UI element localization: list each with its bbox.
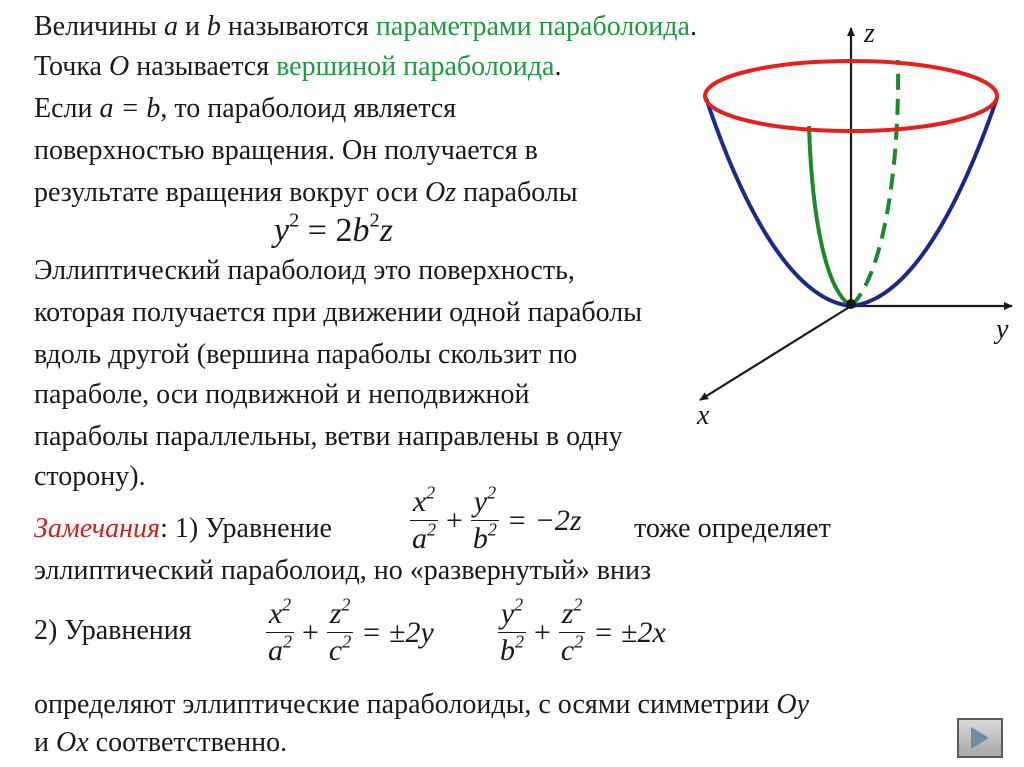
formula-rotation: $y^2 = 2b^2z$	[274, 209, 393, 249]
next-slide-button[interactable]	[957, 718, 1003, 758]
intro-line-5: результате вращения вокруг оси Oz параболы	[34, 177, 578, 208]
x-axis	[700, 306, 851, 400]
play-arrow-icon	[971, 727, 989, 749]
formula-remark-2b: $\frac{y^2}{b^2}$ + $\frac{z^2}{c^2}$ = ±2x	[500, 594, 666, 667]
term-parameters: параметрами параболоида	[375, 11, 690, 42]
moving-parabola	[809, 126, 851, 306]
definition-line: Эллиптический параболоид это поверхность,	[34, 255, 575, 286]
hidden-parabola	[851, 60, 898, 306]
formula-remark-2a: $\frac{x^2}{a^2}$ + $\frac{z^2}{c^2}$ = ±2y	[268, 594, 434, 667]
definition-line: параболы параллельны, ветви направлены в одну	[34, 421, 623, 452]
conclusion-line-2: и Ox соответственно.	[34, 727, 288, 758]
vertex-point	[846, 299, 856, 309]
definition-line: которая получается при движении одной параболы	[34, 297, 643, 328]
remarks-label: Замечания	[34, 513, 161, 544]
axis-label-y: y	[996, 314, 1009, 345]
remark-1-tail: тоже определяет	[634, 513, 831, 544]
conclusion-line-1: определяют эллиптические параболоиды, с осями симметрии Oy	[34, 689, 809, 720]
fraction: $\frac{y^2}{b^2}$	[500, 594, 524, 667]
paraboloid-figure	[690, 0, 1024, 440]
intro-line-2: Точка O называется вершиной параболоида.	[34, 51, 562, 82]
definition-line: вдоль другой (вершина параболы скользит по	[34, 339, 578, 370]
remark-1-line-1: Замечания: 1) Уравнение	[34, 513, 332, 544]
fraction: $\frac{z^2}{c^2}$	[328, 594, 352, 667]
fraction: $\frac{z^2}{c^2}$	[560, 594, 584, 667]
term-vertex: вершиной параболоида	[276, 51, 555, 82]
axis-label-z: z	[864, 18, 875, 49]
remark-2-label: 2) Уравнения	[34, 615, 192, 646]
definition-line: сторону).	[34, 461, 146, 492]
remark-1-line-2: эллиптический параболоид, но «развернутый» вниз	[34, 555, 651, 586]
intro-line-3: Если a = b, то параболоид является	[34, 93, 457, 124]
formula-remark-1: $\frac{x^2}{a^2}$ + $\frac{y^2}{b^2}$ = −2z	[412, 482, 582, 555]
fraction: $\frac{y^2}{b^2}$	[472, 482, 497, 555]
intro-line-4: поверхностью вращения. Он получается в	[34, 135, 538, 166]
fraction: $\frac{x^2}{a^2}$	[412, 482, 436, 555]
definition-line: параболе, оси подвижной и неподвижной	[34, 379, 530, 410]
axis-label-x: x	[697, 400, 710, 431]
intro-line-1: Величины a и b называются параметрами параболоида.	[34, 11, 697, 42]
fraction: $\frac{x^2}{a^2}$	[268, 594, 292, 667]
